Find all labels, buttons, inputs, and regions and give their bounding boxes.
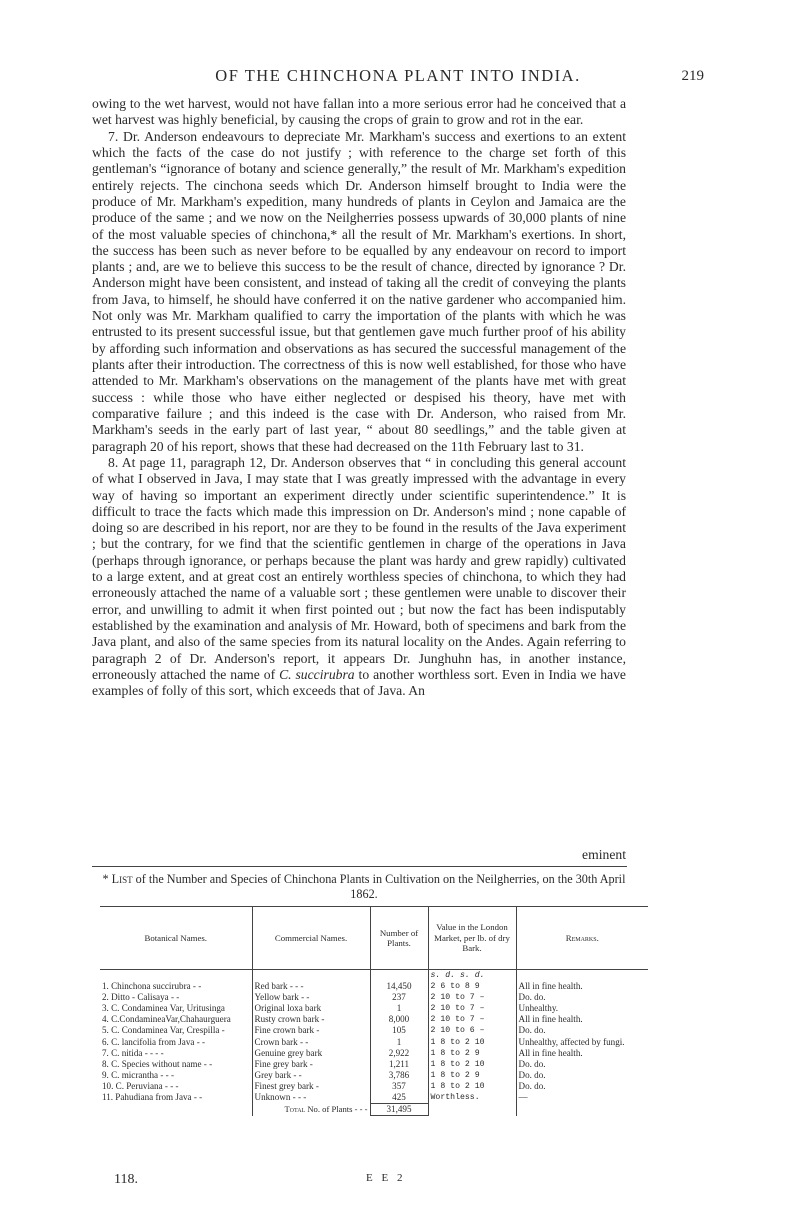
table-row <box>100 1037 648 1048</box>
table-row <box>100 992 648 1003</box>
units-row <box>100 970 648 982</box>
table-row <box>100 1059 648 1070</box>
header-botanical-names: Botanical Names. <box>100 907 252 970</box>
value-cell: 2 10 to 7 – <box>428 1014 516 1025</box>
value-cell: 2 6 to 8 9 <box>428 981 516 992</box>
paragraph-8-text-b: to another worthless sort. Even in India we have examples of folly of this sort, which exceeds that of Java. An <box>92 666 626 699</box>
remarks-cell: All in fine health. <box>516 981 648 992</box>
header-number-of-plants: Number of Plants. <box>370 907 428 970</box>
plant-count-cell: 1 <box>370 1003 428 1014</box>
header-commercial-names: Commercial Names. <box>252 907 370 970</box>
botanical-name-cell: 2. Ditto - Calisaya - - <box>102 992 180 1003</box>
commercial-name-cell: Genuine grey bark <box>252 1048 370 1059</box>
remarks-cell: Do. do. <box>516 1070 648 1081</box>
remarks-cell: All in fine health. <box>516 1048 648 1059</box>
footnote-title <box>92 872 636 901</box>
signature-mark: E E 2 <box>366 1172 406 1184</box>
commercial-name-cell: Yellow bark - - <box>252 992 370 1003</box>
value-cell: Worthless. <box>428 1092 516 1104</box>
remarks-cell: — <box>516 1092 648 1104</box>
plant-count-cell: 237 <box>370 992 428 1003</box>
value-cell: 2 10 to 7 – <box>428 992 516 1003</box>
commercial-name-cell: Fine grey bark - <box>252 1059 370 1070</box>
shillings-pence-units: s. d. s. d. <box>428 970 516 982</box>
total-word: Total <box>284 1103 306 1114</box>
paragraph-continued: owing to the wet harvest, would not have fallan into a more serious error had he conceived that a wet harvest was highly beneficial, by causing the crops of grain to grow and rot in the ear. <box>92 96 626 128</box>
botanical-name-cell: 6. C. lancifolia from Java - - <box>102 1036 206 1047</box>
plant-count-cell: 14,450 <box>370 981 428 992</box>
table-header-row <box>100 907 648 970</box>
paragraph-7: 7. Dr. Anderson endeavours to depreciate Mr. Markham's success and exertions to an extent which the facts of the case do not justify ; with reference to the charge set forth of this gentleman's “ignorance of botany and science generally,” the result of Mr. Markham's expedition entirely rejects. The cinchona seeds which Dr. Anderson himself brought to India were the produce of Mr. Markham's expedition, many hundreds of plants in Ceylon and Jamaica are the produce of the same ; and we now on the Neilgherries possess upwards of 30,000 plants of nine of the most valuable species of chinchona,* all the result of Mr. Markham's exertions. In short, the success has been such as never before to be equalled by any endeavour on record to import plants ; and, are we to believe this success to be the result of chance, directed by ignorance ? Dr. Anderson might have been consistent, and instead of taking all the credit of conveying the plants from Java, to himself, he should have conferred it on the native gardener who accompanied him. Not only was Mr. Markham qualified to carry the importation of the plants with which he was entrusted to its present successful issue, but that gentlemen gave much further proof of his ability by affording such information and observations as has secured the successful management of the plants after their introduction. The correctness of this is now well established, for those who have attended to Mr. Markham's observations on the management of the plants have met with great success : while those who have either neglected or despised his theory, have met with comparative failure ; and this indeed is the case with Dr. Anderson, who raised from Mr. Markham's seeds in the early part of last year, “ about 80 seedlings,” and the table given at paragraph 20 of his report, shows that these had decreased on the 11th February last to 31. <box>92 128 626 454</box>
table-row <box>100 1003 648 1014</box>
table-row <box>100 1014 648 1025</box>
paragraph-8 <box>92 455 626 700</box>
catchword: eminent <box>582 847 626 862</box>
botanical-name-cell: 3. C. Condaminea Var, Uritusinga <box>102 1003 225 1014</box>
running-header <box>92 66 704 90</box>
total-plants-value: 31,495 <box>370 1104 428 1116</box>
botanical-name-cell: 8. C. Species without name - - <box>102 1058 213 1069</box>
value-cell: 1 8 to 2 9 <box>428 1070 516 1081</box>
table-row <box>100 1025 648 1036</box>
remarks-cell: Unhealthy. <box>516 1003 648 1014</box>
total-label-text: No. of Plants - - - <box>305 1103 368 1114</box>
commercial-name-cell: Crown bark - - <box>252 1037 370 1048</box>
header-remarks: Remarks. <box>516 907 648 970</box>
botanical-name-cell: 1. Chinchona succirubra - - <box>102 981 202 992</box>
plant-count-cell: 1,211 <box>370 1059 428 1070</box>
footnote-title-text: of the Number and Species of Chinchona Plants in Cultivation on the Neilgherries, on the 30th April 1862. <box>132 872 626 901</box>
total-label <box>252 1104 370 1116</box>
remarks-cell: Do. do. <box>516 1081 648 1092</box>
header-market-value: Value in the London Market, per lb. of dry Bark. <box>428 907 516 970</box>
table-row <box>100 1092 648 1104</box>
remarks-cell: Unhealthy, affected by fungi. <box>516 1037 648 1048</box>
botanical-name-cell: 10. C. Peruviana - - - <box>102 1080 179 1091</box>
commercial-name-cell: Finest grey bark - <box>252 1081 370 1092</box>
botanical-name-cell: 5. C. Condaminea Var, Crespilla - <box>102 1025 225 1036</box>
running-title: OF THE CHINCHONA PLANT INTO INDIA. <box>215 66 581 85</box>
remarks-cell: Do. do. <box>516 1059 648 1070</box>
remarks-cell: Do. do. <box>516 992 648 1003</box>
botanical-name-cell: 7. C. nitida - - - - <box>102 1047 164 1058</box>
remarks-cell: All in fine health. <box>516 1014 648 1025</box>
commercial-name-cell: Unknown - - - <box>252 1092 370 1104</box>
table-row <box>100 981 648 992</box>
commercial-name-cell: Red bark - - - <box>252 981 370 992</box>
botanical-name-cell: 9. C. micrantha - - - <box>102 1069 174 1080</box>
plant-count-cell: 1 <box>370 1037 428 1048</box>
plant-count-cell: 357 <box>370 1081 428 1092</box>
total-row <box>100 1104 648 1116</box>
value-cell: 2 10 to 6 – <box>428 1025 516 1036</box>
value-cell: 2 10 to 7 – <box>428 1003 516 1014</box>
value-cell: 1 8 to 2 9 <box>428 1048 516 1059</box>
commercial-name-cell: Grey bark - - <box>252 1070 370 1081</box>
value-cell: 1 8 to 2 10 <box>428 1037 516 1048</box>
plant-count-cell: 8,000 <box>370 1014 428 1025</box>
botanical-name-cell: 4. C.CondamineaVar,Chahaurguera <box>102 1014 231 1025</box>
table-row <box>100 1070 648 1081</box>
footnote-marker: * <box>102 872 112 886</box>
value-cell: 1 8 to 2 10 <box>428 1081 516 1092</box>
plant-count-cell: 105 <box>370 1025 428 1036</box>
footnote-list-word: List <box>111 872 133 886</box>
commercial-name-cell: Original loxa bark <box>252 1003 370 1014</box>
footnote-rule <box>92 866 627 867</box>
remarks-cell: Do. do. <box>516 1025 648 1036</box>
chinchona-plants-table <box>100 906 648 1116</box>
page-number: 219 <box>681 68 704 84</box>
table-row <box>100 1081 648 1092</box>
paragraph-8-text-a: 8. At page 11, paragraph 12, Dr. Anderson observes that “ in concluding this general account of what I observed in Java, I may state that I was greatly impressed with the advantage in every way of having so important an experiment directly under scientific superintendence.” It is difficult to trace the facts which made this impression on Dr. Anderson's mind ; none capable of doing so are described in his report, nor are they to be found in the results of the Java experiment ; but the contrary, for we find that the scientific gentlemen in charge of the operations in Java (perhaps through ignorance, or perhaps because the plant was hardy and grew rapidly) cultivated to a large extent, and at great cost an entirely worthless species of chinchona, to which they had erroneously attached the name of a valuable sort ; these gentlemen were unable to discover their error, and unwilling to admit it when first pointed out ; but now the fact has been indisputably established by the examination and analysis of Mr. Howard, both of specimens and bark from the Java plant, and also of the same species from its natural locality on the Andes. Again referring to paragraph 2 of Dr. Anderson's report, it appears Dr. Junghuhn has, in another instance, erroneously attached the name of <box>92 454 626 682</box>
value-cell: 1 8 to 2 10 <box>428 1059 516 1070</box>
plant-count-cell: 425 <box>370 1092 428 1104</box>
species-name-italic: C. succirubra <box>279 666 355 682</box>
table-row <box>100 1048 648 1059</box>
commercial-name-cell: Rusty crown bark - <box>252 1014 370 1025</box>
body-text <box>92 96 626 700</box>
commercial-name-cell: Fine crown bark - <box>252 1025 370 1036</box>
plant-count-cell: 3,786 <box>370 1070 428 1081</box>
botanical-name-cell: 11. Pahudiana from Java - - <box>102 1092 203 1103</box>
plant-count-cell: 2,922 <box>370 1048 428 1059</box>
signature-number: 118. <box>114 1172 138 1187</box>
